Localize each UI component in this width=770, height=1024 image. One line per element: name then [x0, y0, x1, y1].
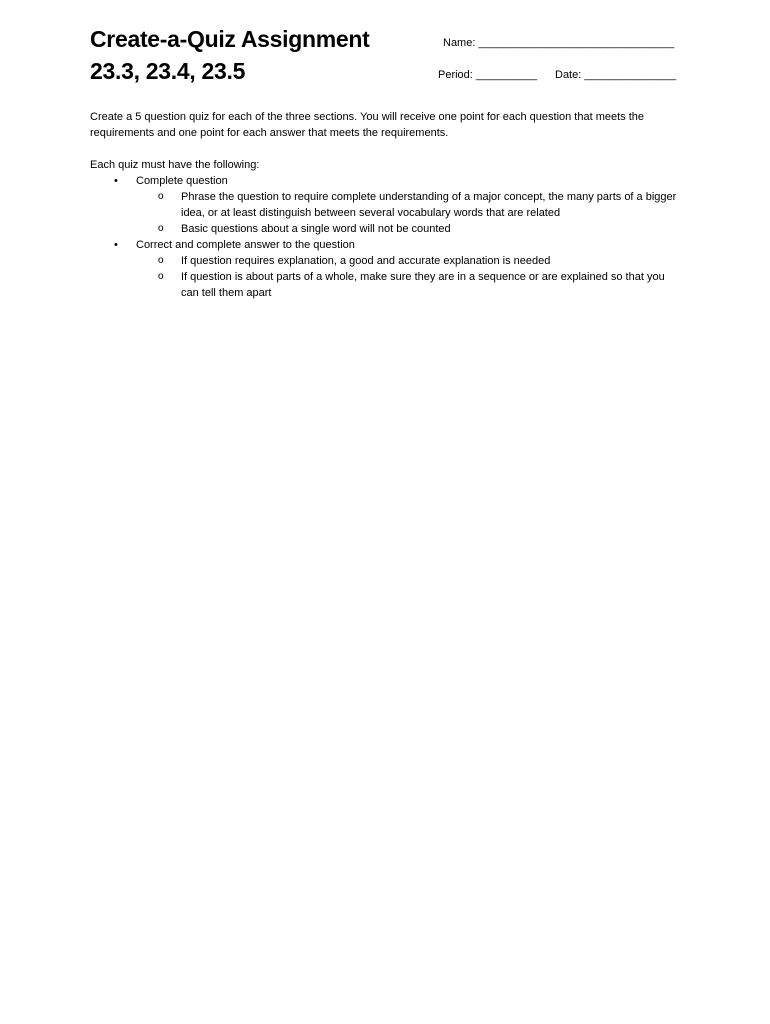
requirement-label: Complete question	[136, 175, 228, 187]
date-field: Date: _______________	[555, 69, 677, 81]
requirement-detail: Basic questions about a single word will not be counted	[181, 223, 451, 235]
intro-paragraph: Create a 5 question quiz for each of the three sections. You will receive one point for each question that meets the requirements and one point for each answer that meets the requirements.	[90, 111, 645, 139]
requirement-label: Correct and complete answer to the question	[136, 239, 355, 251]
requirements-lead: Each quiz must have the following:	[90, 159, 260, 171]
period-field: Period: __________	[438, 69, 538, 81]
assignment-title: Create-a-Quiz Assignment	[90, 26, 370, 52]
sub-bullet-marker: o	[158, 271, 164, 282]
sub-bullet-marker: o	[158, 223, 164, 234]
requirement-detail: If question is about parts of a whole, make sure they are in a sequence or are explained so that you can tell them apart	[181, 271, 665, 299]
sub-bullet-marker: o	[158, 191, 164, 202]
sub-bullet-marker: o	[158, 255, 164, 266]
bullet-marker: •	[114, 239, 118, 251]
assignment-sections: 23.3, 23.4, 23.5	[90, 58, 246, 84]
requirement-detail: If question requires explanation, a good and accurate explanation is needed	[181, 255, 551, 267]
bullet-marker: •	[114, 175, 118, 187]
requirement-detail: Phrase the question to require complete understanding of a major concept, the many parts of a bigger idea, or at least distinguish between several vocabulary words that are related	[181, 191, 677, 219]
name-field: Name: ________________________________	[443, 37, 675, 49]
